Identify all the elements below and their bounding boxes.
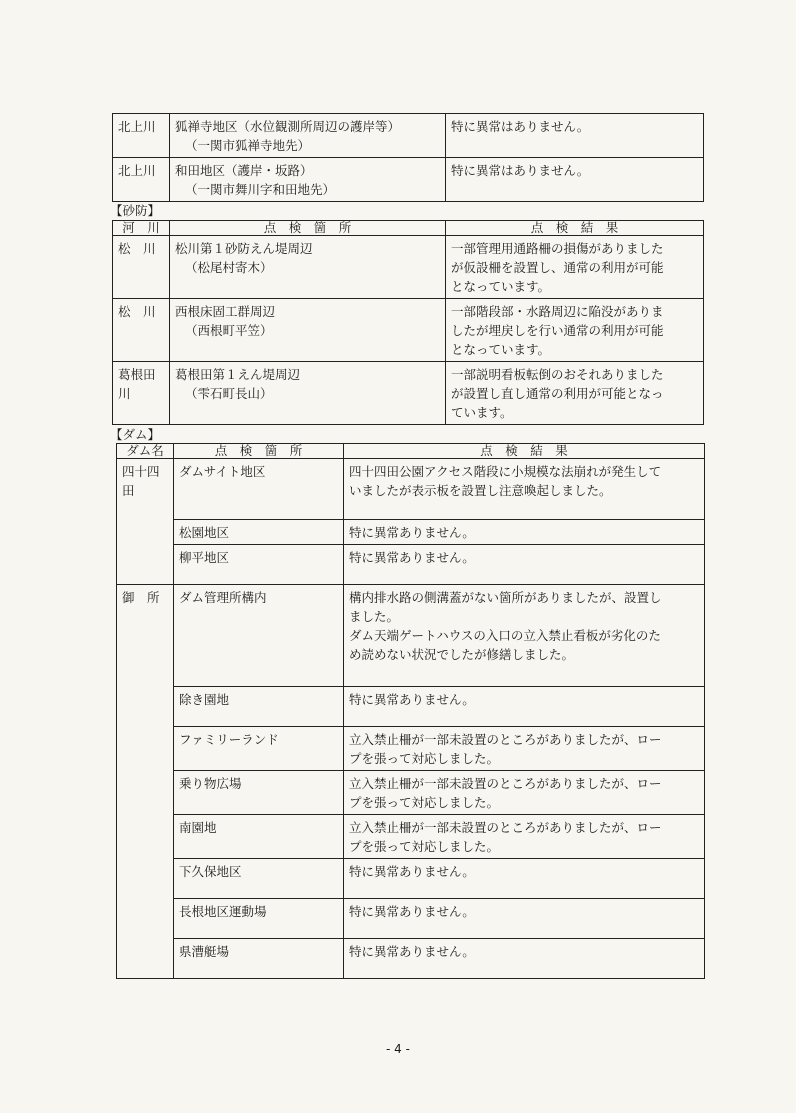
header-result: 点 検 結 果 xyxy=(446,221,704,236)
result-line: プを張って対応しました。 xyxy=(349,839,500,854)
place-cell xyxy=(170,114,446,158)
result-cell: 特に異常はありません。 xyxy=(446,158,704,202)
place-cell: ファミリーランド xyxy=(174,727,344,771)
dam-name-line: 四十四 xyxy=(122,464,160,479)
table-row xyxy=(117,815,705,859)
section-label-dam: 【ダム】 xyxy=(110,427,161,442)
result-line: となっています。 xyxy=(451,342,551,357)
table-row xyxy=(113,114,704,158)
table-row xyxy=(117,585,705,687)
table-row xyxy=(117,545,705,585)
place-cell: 長根地区運動場 xyxy=(174,899,344,939)
result-line: 立入禁止柵が一部未設置のところがありましたが、ロー xyxy=(349,820,662,835)
result-cell xyxy=(344,727,705,771)
place-address: （一関市狐禅寺地先） xyxy=(185,138,311,153)
table-row xyxy=(117,520,705,545)
result-cell: 特に異常ありません。 xyxy=(344,545,705,585)
result-cell xyxy=(344,815,705,859)
place-name: 松川第１砂防えん堤周辺 xyxy=(175,241,313,256)
sabo-table xyxy=(112,220,704,425)
place-cell xyxy=(170,158,446,202)
header-place: 点 検 箇 所 xyxy=(174,444,344,459)
place-name: 西根床固工群周辺 xyxy=(175,304,276,319)
result-cell: 特に異常ありません。 xyxy=(344,520,705,545)
header-river: 河 川 xyxy=(113,221,170,236)
place-cell: 柳平地区 xyxy=(174,545,344,585)
result-cell xyxy=(446,299,704,362)
result-line: プを張って対応しました。 xyxy=(349,795,500,810)
result-line: ました。 xyxy=(349,609,400,624)
table-header xyxy=(117,444,705,459)
table-row xyxy=(117,859,705,899)
place-cell xyxy=(170,362,446,425)
result-line: め読めない状況でしたが修繕しました。 xyxy=(349,647,575,662)
table-row xyxy=(117,687,705,727)
result-cell: 特に異常ありません。 xyxy=(344,899,705,939)
dam-name-line: 御 所 xyxy=(122,590,160,605)
result-line: したが埋戻しを行い通常の利用が可能 xyxy=(451,323,664,338)
result-cell xyxy=(344,459,705,520)
result-cell: 特に異常ありません。 xyxy=(344,939,705,979)
place-cell: 下久保地区 xyxy=(174,859,344,899)
result-line: 四十四田公園アクセス階段に小規模な法崩れが発生して xyxy=(349,464,662,479)
header-dam: ダム名 xyxy=(117,444,174,459)
result-line: 一部説明看板転倒のおそれありました xyxy=(451,367,664,382)
table-header xyxy=(113,221,704,236)
result-line: プを張って対応しました。 xyxy=(349,751,500,766)
dam-name-line: 田 xyxy=(122,483,135,498)
result-line: 立入禁止柵が一部未設置のところがありましたが、ロー xyxy=(349,732,662,747)
table-row xyxy=(113,299,704,362)
river-cell xyxy=(113,362,170,425)
place-cell: ダム管理所構内 xyxy=(174,585,344,687)
result-cell xyxy=(344,585,705,687)
river-cell: 北上川 xyxy=(113,158,170,202)
place-cell: 松園地区 xyxy=(174,520,344,545)
dam-name-cell xyxy=(117,459,174,585)
river-line: 葛根田 xyxy=(118,367,156,382)
river-line: 川 xyxy=(118,386,131,401)
place-address: （松尾村寄木） xyxy=(185,260,273,275)
header-place: 点 検 箇 所 xyxy=(170,221,446,236)
table-row xyxy=(113,362,704,425)
result-line: となっています。 xyxy=(451,279,551,294)
place-name: 和田地区（護岸・坂路） xyxy=(175,163,313,178)
river-table xyxy=(112,113,704,202)
place-cell: 除き園地 xyxy=(174,687,344,727)
place-cell xyxy=(170,299,446,362)
dam-name-cell xyxy=(117,585,174,979)
place-address: （西根町平笠） xyxy=(185,323,273,338)
place-cell: 南園地 xyxy=(174,815,344,859)
table-row xyxy=(117,771,705,815)
place-cell: ダムサイト地区 xyxy=(174,459,344,520)
section-label-sabo: 【砂防】 xyxy=(110,203,161,218)
place-name: 狐禅寺地区（水位観測所周辺の護岸等） xyxy=(175,119,401,134)
table-row xyxy=(117,727,705,771)
table-row xyxy=(117,939,705,979)
result-cell xyxy=(344,771,705,815)
place-cell xyxy=(170,236,446,299)
result-line: いましたが表示板を設置し注意喚起しました。 xyxy=(349,483,612,498)
table-row xyxy=(113,236,704,299)
river-cell: 松 川 xyxy=(113,236,170,299)
table-row xyxy=(113,158,704,202)
place-name: 葛根田第１えん堤周辺 xyxy=(175,367,301,382)
table-row xyxy=(117,899,705,939)
header-result: 点 検 結 果 xyxy=(344,444,705,459)
result-line: ダム天端ゲートハウスの入口の立入禁止看板が劣化のた xyxy=(349,628,661,643)
river-cell: 松 川 xyxy=(113,299,170,362)
place-cell: 乗り物広場 xyxy=(174,771,344,815)
result-cell xyxy=(446,236,704,299)
page-number: - 4 - xyxy=(386,1042,410,1056)
result-line: ています。 xyxy=(451,405,513,420)
river-cell: 北上川 xyxy=(113,114,170,158)
place-address: （一関市舞川字和田地先） xyxy=(185,182,336,197)
result-line: 立入禁止柵が一部未設置のところがありましたが、ロー xyxy=(349,776,662,791)
result-line: 一部管理用通路柵の損傷がありました xyxy=(451,241,664,256)
result-cell: 特に異常ありません。 xyxy=(344,687,705,727)
place-cell: 県漕艇場 xyxy=(174,939,344,979)
result-cell: 特に異常はありません。 xyxy=(446,114,704,158)
result-line: 構内排水路の側溝蓋がない箇所がありましたが、設置し xyxy=(349,590,662,605)
table-row xyxy=(117,459,705,520)
result-cell: 特に異常ありません。 xyxy=(344,859,705,899)
result-line: 一部階段部・水路周辺に陥没がありま xyxy=(451,304,664,319)
place-address: （雫石町長山） xyxy=(185,386,273,401)
dam-table xyxy=(116,443,705,979)
result-cell xyxy=(446,362,704,425)
result-line: が設置し直し通常の利用が可能となっ xyxy=(451,386,664,401)
result-line: が仮設柵を設置し、通常の利用が可能 xyxy=(451,260,664,275)
